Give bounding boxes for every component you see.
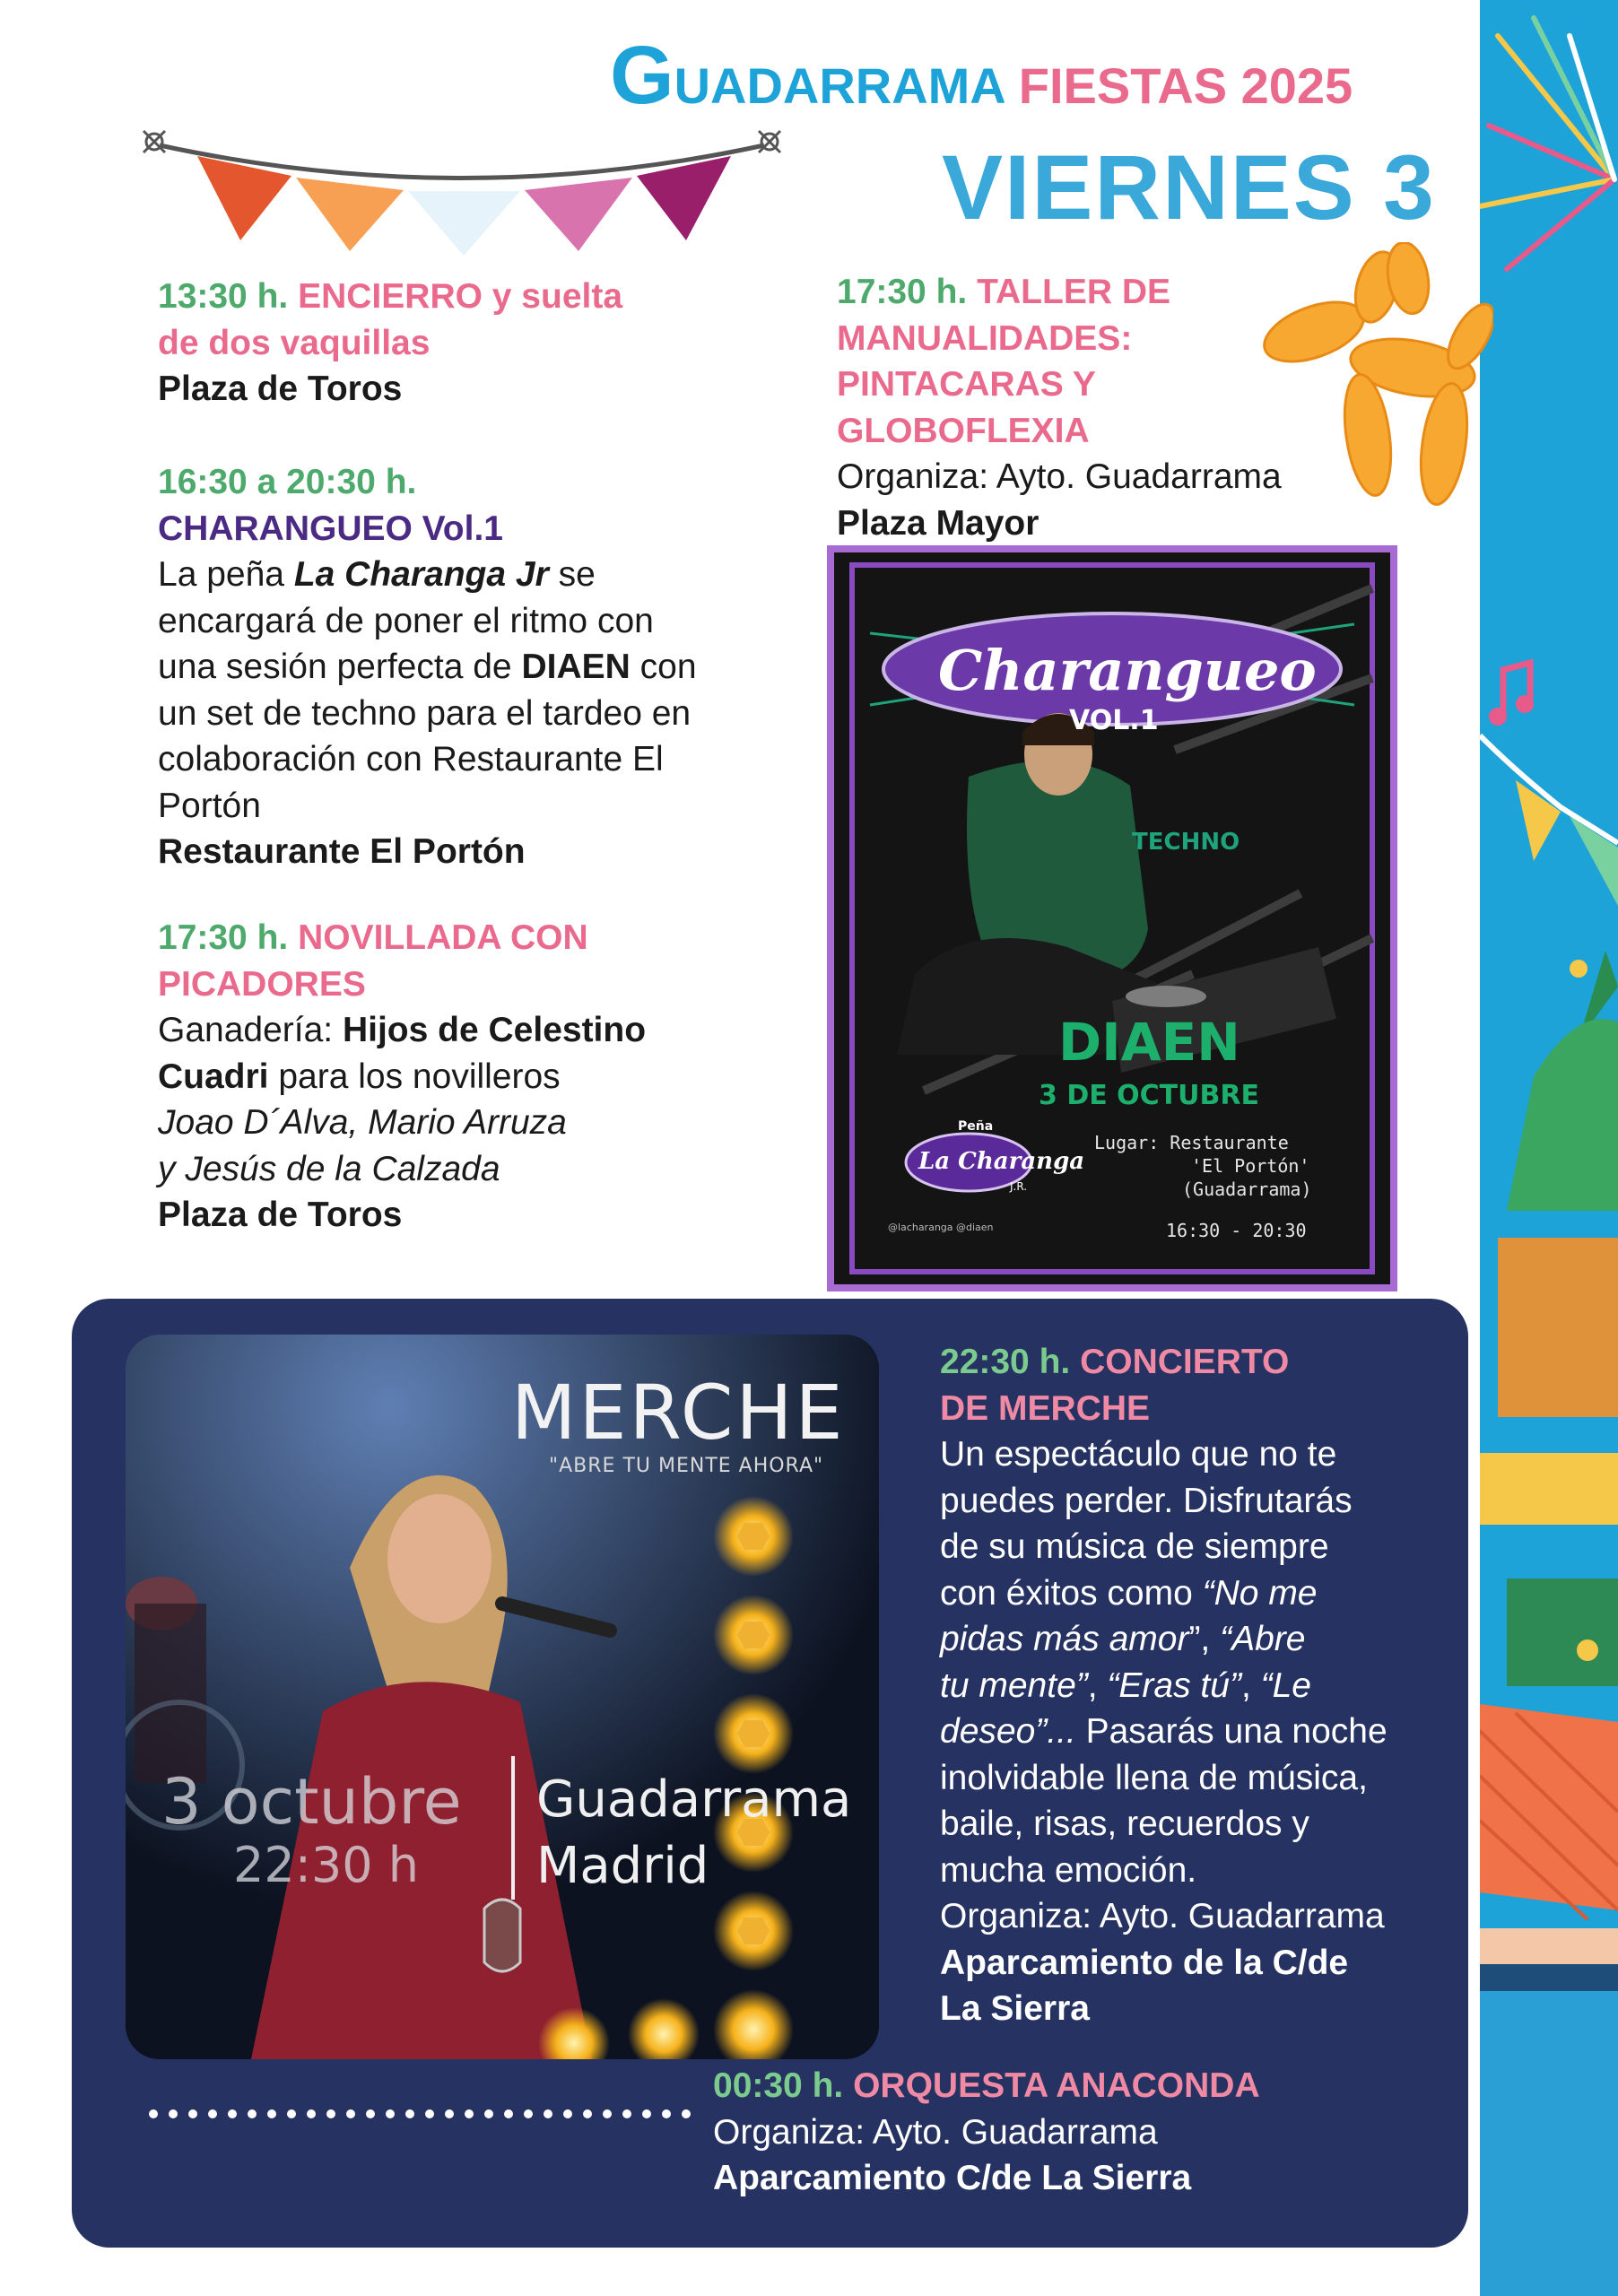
desc-text: , <box>1240 1665 1261 1705</box>
event-organizer: Organiza: Ayto. Guadarrama <box>837 457 1282 496</box>
event-title: CONCIERTO <box>1080 1343 1290 1381</box>
event-title: CHARANGUEO Vol.1 <box>158 509 503 548</box>
event-time: 00:30 h. <box>713 2066 844 2105</box>
event-charangueo <box>158 459 804 875</box>
poster-place-3: (Guadarrama) <box>1182 1178 1312 1200</box>
header-town-rest: UADARRAMA <box>674 57 1006 114</box>
event-encierro <box>158 274 804 413</box>
desc-text: una sesión perfecta de <box>158 648 522 686</box>
event-desc-line <box>940 1616 1460 1663</box>
decorative-side-strip <box>1480 0 1618 2296</box>
event-venue: Aparcamiento C/de La Sierra <box>713 2159 1192 2197</box>
poster-hours: 16:30 - 20:30 <box>1166 1220 1307 1241</box>
event-desc-line: Portón <box>158 786 261 825</box>
desc-quote: “Eras tú” <box>1107 1665 1241 1705</box>
poster-social: @lacharanga @diaen <box>888 1222 994 1233</box>
event-title-cont: GLOBOFLEXIA <box>837 411 1090 450</box>
event-desc-line <box>158 1007 804 1054</box>
desc-text: La peña <box>158 555 294 594</box>
desc-quote: deseo”... <box>940 1712 1076 1751</box>
header-fiestas: FIESTAS 2025 <box>1018 57 1353 114</box>
event-organizer: Organiza: Ayto. Guadarrama <box>713 2112 1158 2152</box>
event-organizer: Organiza: Ayto. Guadarrama <box>940 1897 1385 1935</box>
event-time: 17:30 h. <box>158 918 289 957</box>
event-title: TALLER DE <box>977 273 1171 311</box>
event-venue: Restaurante El Portón <box>158 832 526 871</box>
event-title-cont: de dos vaquillas <box>158 323 431 362</box>
dot-leader-divider <box>148 2108 704 2124</box>
music-note-icon <box>1487 659 1541 731</box>
event-merche <box>940 1339 1460 2032</box>
event-title-cont: MANUALIDADES: <box>837 318 1133 358</box>
event-title: ORQUESTA ANACONDA <box>853 2066 1260 2105</box>
desc-emphasis: Hijos de Celestino <box>342 1011 647 1049</box>
event-venue: Plaza Mayor <box>837 503 1040 543</box>
event-title-cont: DE MERCHE <box>940 1388 1151 1428</box>
merche-poster-region: Madrid <box>536 1837 709 1895</box>
event-title-cont: PICADORES <box>158 964 366 1004</box>
event-desc-line <box>158 1054 804 1100</box>
merche-poster <box>126 1335 879 2059</box>
event-desc-line: y Jesús de la Calzada <box>158 1149 500 1188</box>
event-desc-line: Un espectáculo que no te <box>940 1435 1337 1474</box>
event-time: 16:30 a 20:30 h. <box>158 463 417 501</box>
merche-poster-tagline: "ABRE TU MENTE AHORA" <box>549 1455 824 1477</box>
poster-place-1: Lugar: Restaurante <box>1094 1132 1289 1153</box>
desc-text: Pasarás una noche <box>1075 1712 1387 1751</box>
merche-poster-divider <box>511 1756 515 1900</box>
poster-subtitle: VOL.1 <box>1069 705 1159 736</box>
poster-pena-small: Peña <box>958 1119 994 1134</box>
desc-quote: “Abre <box>1220 1620 1306 1658</box>
fireworks-icon <box>1480 0 1618 2296</box>
merche-poster-name: MERCHE <box>511 1369 846 1457</box>
event-desc-line: inolvidable llena de música, <box>940 1758 1368 1797</box>
desc-text: Ganadería: <box>158 1011 343 1049</box>
poster-pena-year: J.R. <box>1010 1180 1028 1193</box>
event-desc-line: un set de techno para el tardeo en <box>158 693 692 733</box>
poster-place-2: 'El Portón' <box>1191 1155 1310 1177</box>
desc-text: con éxitos como <box>940 1573 1203 1613</box>
event-title: NOVILLADA CON <box>298 918 588 957</box>
event-taller <box>837 269 1339 546</box>
desc-quote: pidas más amor <box>940 1620 1189 1658</box>
merche-poster-city: Guadarrama <box>536 1770 852 1829</box>
event-anaconda <box>713 2063 1466 2202</box>
poster-genre: TECHNO <box>1132 829 1240 856</box>
header-town-initial: G <box>610 30 674 121</box>
poster-date: 3 DE OCTUBRE <box>1039 1080 1259 1111</box>
event-time: 17:30 h. <box>837 273 968 311</box>
event-desc-line <box>158 552 804 598</box>
desc-quote: tu mente” <box>940 1665 1088 1705</box>
event-desc-line <box>940 1570 1460 1617</box>
desc-text: se <box>548 555 596 594</box>
desc-emphasis: La Charanga Jr <box>293 555 549 594</box>
poster-title: Charangueo <box>938 638 1317 703</box>
event-title: ENCIERRO y suelta <box>298 277 623 316</box>
event-desc-line: de su música de siempre <box>940 1527 1329 1566</box>
desc-text: con <box>630 648 697 686</box>
event-desc-line <box>158 644 804 691</box>
desc-emphasis: DIAEN <box>521 648 631 686</box>
event-venue: Plaza de Toros <box>158 370 403 408</box>
merche-poster-hour: 22:30 h <box>233 1837 420 1893</box>
event-time: 22:30 h. <box>940 1343 1071 1381</box>
event-novillada <box>158 915 804 1239</box>
desc-quote: “Le <box>1260 1665 1311 1705</box>
event-title-cont: PINTACARAS Y <box>837 365 1096 404</box>
event-desc-line: encargará de poner el ritmo con <box>158 601 654 640</box>
desc-emphasis: Cuadri <box>158 1057 269 1096</box>
event-venue: Aparcamiento de la C/de <box>940 1943 1349 1982</box>
charangueo-poster <box>827 545 1397 1292</box>
merche-poster-date: 3 octubre <box>161 1765 462 1839</box>
desc-text: , <box>1087 1665 1108 1705</box>
desc-text: ”, <box>1188 1620 1221 1658</box>
event-desc-line: puedes perder. Disfrutarás <box>940 1481 1353 1520</box>
event-desc-line: Joao D´Alva, Mario Arruza <box>158 1103 567 1142</box>
day-title: VIERNES 3 <box>942 136 1436 239</box>
event-time: 13:30 h. <box>158 277 289 316</box>
event-venue-cont: La Sierra <box>940 1989 1090 2028</box>
event-desc-line: baile, risas, recuerdos y <box>940 1805 1309 1843</box>
desc-text: para los novilleros <box>268 1057 561 1096</box>
event-desc-line: colaboración con Restaurante El <box>158 740 664 778</box>
poster-pena-name: La Charanga <box>918 1148 1085 1175</box>
poster-artist: DIAEN <box>1058 1012 1240 1073</box>
event-venue: Plaza de Toros <box>158 1196 403 1234</box>
event-desc-line <box>940 1709 1460 1755</box>
event-desc-line <box>940 1663 1460 1709</box>
desc-quote: “No me <box>1202 1573 1318 1613</box>
header-title <box>610 30 1353 121</box>
bunting-garland-icon <box>135 126 789 265</box>
event-desc-line: mucha emoción. <box>940 1850 1197 1890</box>
